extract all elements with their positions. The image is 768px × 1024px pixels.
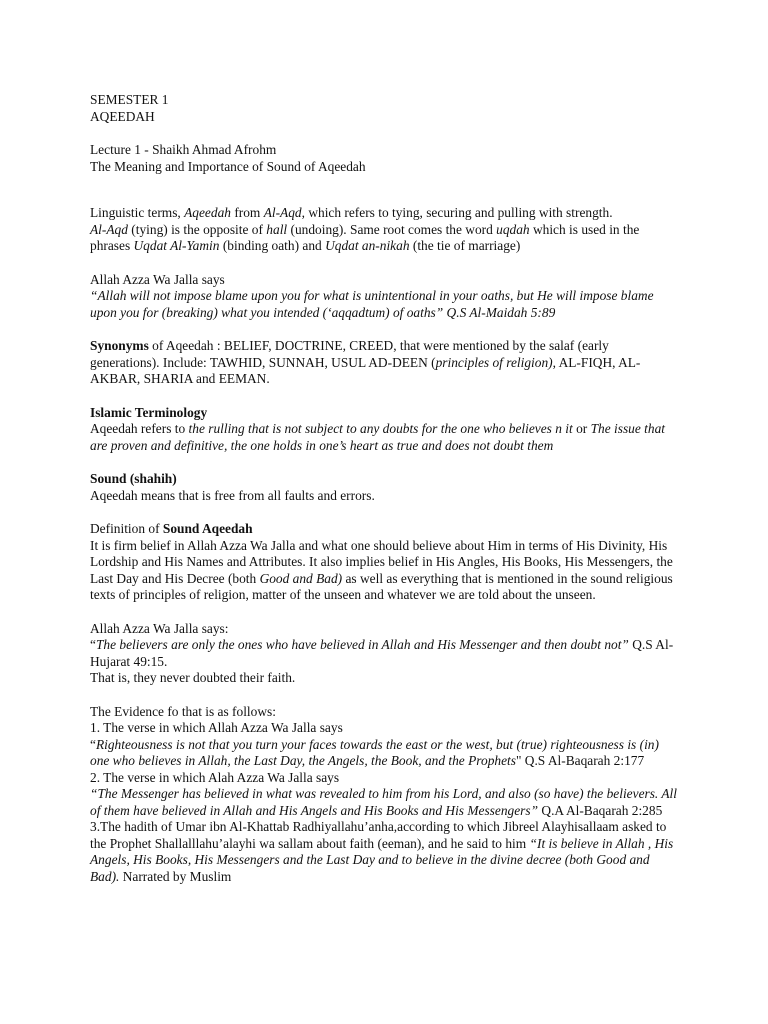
faith-note: That is, they never doubted their faith.: [90, 670, 296, 685]
lecture-title: The Meaning and Importance of Sound of Aqeedah: [90, 158, 366, 174]
document-body: [90, 92, 680, 885]
evidence-item-1-quote: “Righteousness is not that you turn your faces towards the east or the west, but (true) righteousness is (in) one who believes in Allah, the Last Day, the Angels, the Book, and the Prophets" Q.S Al-Baqarah 2:177: [90, 736, 659, 768]
evidence-item-2-quote: “The Messenger has believed in what was revealed to him from his Lord, and also (so have) the believers. All of them have believed in Allah and His Angels and His Books and His Messengers” Q.A Al-Baqarah 2:285: [90, 786, 678, 818]
quote-al-maidah: “Allah will not impose blame upon you for what is unintentional in your oaths, but He will impose blame upon you for (breaking) what you intended (‘aqqadtum) of oaths” Q.S Al-Maidah 5:89: [90, 288, 654, 320]
definition-text: It is firm belief in Allah Azza Wa Jalla and what one should believe about Him in terms of His Divinity, His Lordship and His Names and Attributes. It also implies belief in His Angles, His Books, His Messengers, the Last Day and His Decree (both Good and Bad) as well as everything that is mentioned in the sound religious texts of principles of religion, matter of the unseen and whatever we are told about the unseen.: [90, 537, 673, 602]
evidence-item-1-intro: 1. The verse in which Allah Azza Wa Jalla says: [90, 720, 343, 735]
islamic-terminology-text: Aqeedah refers to the rulling that is not subject to any doubts for the one who believes n it or The issue that are proven and definitive, the one holds in one’s heart as true and does not doubt them: [90, 421, 665, 453]
definition-heading: Definition of Sound Aqeedah: [90, 521, 253, 536]
evidence-item-2-intro: 2. The verse in which Alah Azza Wa Jalla says: [90, 769, 340, 785]
sound-heading: Sound (shahih): [90, 471, 177, 486]
semester-heading: SEMESTER 1: [90, 92, 169, 107]
evidence-item-3: 3.The hadith of Umar ibn Al-Khattab Radhiyallahu’anha,according to which Jibreel Alayhisallaam asked to the Prophet Shallalllahu’alayhi wa sallam about faith (eeman), and he said to him “It is believe in Allah , His Angels, His Books, His Messengers and the Last Day and to believe in the divine decree (both Good and Bad). Narrated by Muslim: [90, 819, 674, 884]
synonyms-paragraph: Synonyms of Aqeedah : BELIEF, DOCTRINE, CREED, that were mentioned by the salaf (early generations). Include: TAWHID, SUNNAH, USUL AD-DEEN (principles of religion), AL-FIQH, AL-AKBAR, SHARIA and EEMAN.: [90, 338, 641, 386]
lecture-line: Lecture 1 - Shaikh Ahmad Afrohm: [90, 142, 277, 157]
quote-al-hujarat: “The believers are only the ones who have believed in Allah and His Messenger and then doubt not” Q.S Al-Hujarat 49:15.: [90, 637, 674, 669]
evidence-intro: The Evidence fo that is as follows:: [90, 703, 276, 719]
allah-says-intro-2: Allah Azza Wa Jalla says:: [90, 620, 229, 636]
allah-says-intro-1: Allah Azza Wa Jalla says: [90, 271, 225, 287]
linguistic-paragraph: Linguistic terms, Aqeedah from Al-Aqd, which refers to tying, securing and pulling with strength. Al-Aqd (tying) is the opposite of hall (undoing). Same root comes the word uqdah which is used in the phrases Uqdat Al-Yamin (binding oath) and Uqdat an-nikah (the tie of marriage): [90, 205, 640, 253]
subject-heading: AQEEDAH: [90, 108, 155, 124]
sound-text: Aqeedah means that is free from all faults and errors.: [90, 487, 375, 503]
islamic-terminology-heading: Islamic Terminology: [90, 404, 208, 420]
